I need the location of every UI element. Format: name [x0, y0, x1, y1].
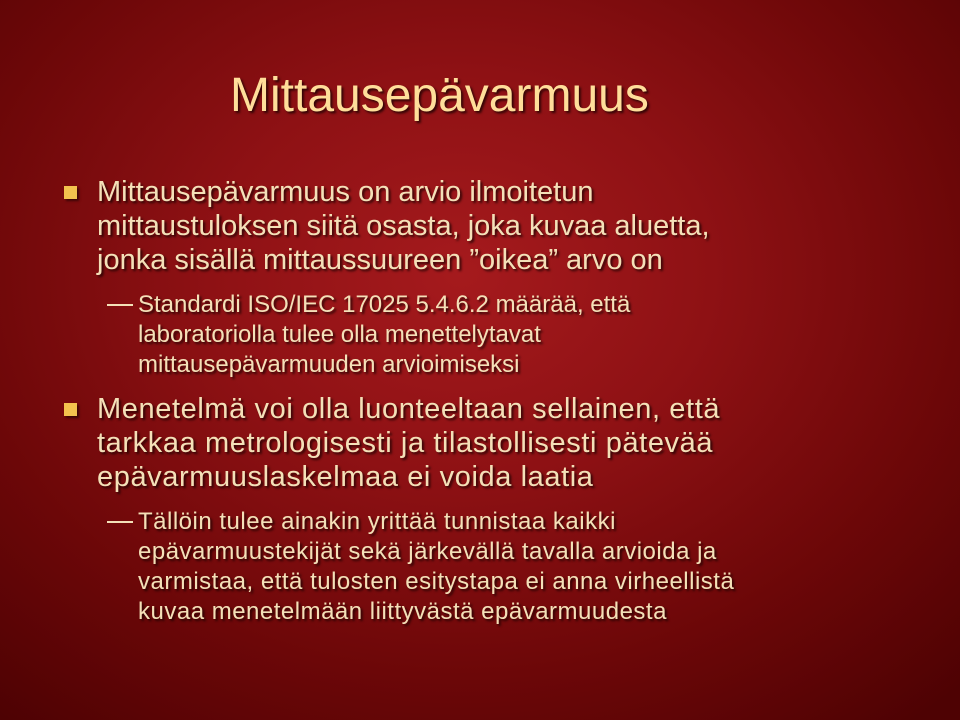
text-line: Menetelmä voi olla luonteeltaan sellainen, että: [97, 393, 721, 425]
text-line: mittausepävarmuuden arvioimiseksi: [138, 351, 520, 378]
text-line: tarkkaa metrologisesti ja tilastollisesti pätevää: [97, 427, 714, 459]
dash-bullet-icon: [107, 304, 133, 306]
bullet-text: [138, 507, 734, 627]
text-line: laboratoriolla tulee olla menettelytavat: [138, 321, 541, 348]
text-line: Tällöin tulee ainakin yrittää tunnistaa kaikki: [138, 508, 616, 535]
text-line: varmistaa, että tulosten esitystapa ei anna virheellistä: [138, 568, 735, 595]
text-line: Standardi ISO/IEC 17025 5.4.6.2 määrää, että: [138, 291, 631, 318]
text-line: Mittausepävarmuus on arvio ilmoitetun: [97, 176, 594, 208]
slide-title: Mittausepävarmuus: [230, 69, 649, 122]
square-bullet-icon: [64, 186, 77, 199]
bullet-text: [97, 175, 710, 277]
text-line: epävarmuustekijät sekä järkevällä tavalla arvioida ja: [138, 538, 717, 565]
text-line: mittaustuloksen siitä osasta, joka kuvaa aluetta,: [97, 210, 710, 242]
bullet-text: [138, 290, 630, 380]
text-line: epävarmuuslaskelmaa ei voida laatia: [97, 461, 594, 493]
text-line: jonka sisällä mittaussuureen ”oikea” arvo on: [97, 244, 663, 276]
dash-bullet-icon: [107, 521, 133, 523]
bullet-text: [97, 392, 720, 494]
text-line: kuvaa menetelmään liittyvästä epävarmuudesta: [138, 598, 667, 625]
square-bullet-icon: [64, 403, 77, 416]
